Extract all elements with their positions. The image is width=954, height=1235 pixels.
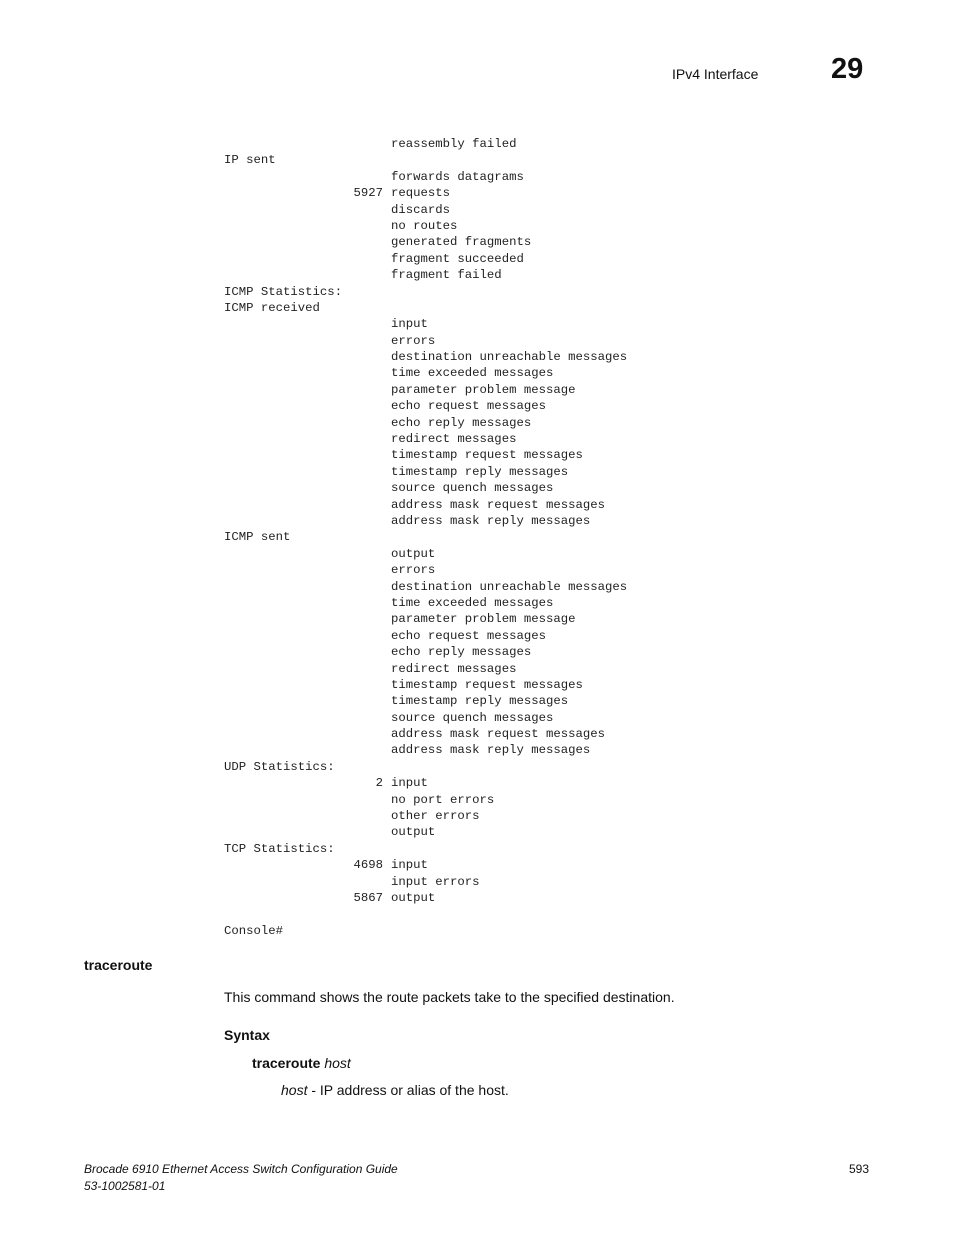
console-line xyxy=(224,579,627,595)
console-line-text: source quench messages xyxy=(391,481,554,496)
syntax-line xyxy=(252,1055,351,1071)
console-line xyxy=(224,251,627,267)
console-line xyxy=(224,890,627,906)
console-line xyxy=(224,874,627,890)
syntax-command: traceroute xyxy=(252,1055,321,1071)
console-line-text: no port errors xyxy=(391,792,495,807)
console-line xyxy=(224,726,627,742)
console-line-text: discards xyxy=(391,202,451,217)
console-line xyxy=(224,185,627,201)
console-line-label: Console# xyxy=(224,923,284,938)
console-line xyxy=(224,218,627,234)
console-line-text: destination unreachable messages xyxy=(391,350,628,365)
console-line xyxy=(224,267,627,283)
console-line xyxy=(224,677,627,693)
console-line xyxy=(224,136,627,152)
console-line xyxy=(224,284,627,300)
console-line xyxy=(224,562,627,578)
console-line-count: 5927 xyxy=(353,186,383,201)
console-line-text: requests xyxy=(391,186,451,201)
console-line-text: redirect messages xyxy=(391,432,517,447)
console-line xyxy=(224,710,627,726)
console-line-text: input xyxy=(391,776,428,791)
console-line-label: ICMP Statistics: xyxy=(224,284,343,299)
console-line xyxy=(224,841,627,857)
parameter-name: host xyxy=(281,1082,308,1098)
command-description: This command shows the route packets take to the specified destination. xyxy=(224,989,675,1005)
command-heading: traceroute xyxy=(84,957,153,973)
console-line xyxy=(224,349,627,365)
console-line-text: timestamp reply messages xyxy=(391,464,569,479)
console-line-text: generated fragments xyxy=(391,235,532,250)
console-line-text: output xyxy=(391,890,436,905)
console-line-text: input errors xyxy=(391,874,480,889)
console-line-text: echo reply messages xyxy=(391,645,532,660)
console-line xyxy=(224,415,627,431)
parameter-line xyxy=(281,1082,509,1098)
console-line xyxy=(224,398,627,414)
console-line xyxy=(224,169,627,185)
console-line xyxy=(224,661,627,677)
console-line xyxy=(224,923,627,939)
console-output-block xyxy=(224,136,627,939)
console-line xyxy=(224,152,627,168)
console-line-count: 2 xyxy=(375,776,383,791)
console-line-count: 4698 xyxy=(353,858,383,873)
console-line-text: forwards datagrams xyxy=(391,169,524,184)
parameter-description: - IP address or alias of the host. xyxy=(307,1082,509,1098)
console-line-label: IP sent xyxy=(224,153,276,168)
console-line-label: UDP Statistics: xyxy=(224,759,335,774)
console-line-text: time exceeded messages xyxy=(391,366,554,381)
console-line xyxy=(224,644,627,660)
console-line-text: timestamp request messages xyxy=(391,677,583,692)
header-section-title: IPv4 Interface xyxy=(672,66,759,82)
console-line-text: address mask reply messages xyxy=(391,513,591,528)
console-line-text: parameter problem message xyxy=(391,382,576,397)
console-line xyxy=(224,464,627,480)
console-line xyxy=(224,742,627,758)
console-line-text: output xyxy=(391,546,436,561)
syntax-argument: host xyxy=(324,1055,351,1071)
console-line-text: other errors xyxy=(391,809,480,824)
console-line-text: input xyxy=(391,317,428,332)
console-line-text: address mask request messages xyxy=(391,497,606,512)
console-line-text: source quench messages xyxy=(391,710,554,725)
console-line-text: timestamp reply messages xyxy=(391,694,569,709)
footer-document-id: 53-1002581-01 xyxy=(84,1179,166,1193)
console-line xyxy=(224,316,627,332)
console-line-label: ICMP sent xyxy=(224,530,291,545)
console-line-text: errors xyxy=(391,563,436,578)
console-line-text: no routes xyxy=(391,218,458,233)
console-line-text: errors xyxy=(391,333,436,348)
console-line xyxy=(224,595,627,611)
console-line-text: input xyxy=(391,858,428,873)
chapter-number: 29 xyxy=(831,53,864,85)
syntax-heading: Syntax xyxy=(224,1027,270,1043)
console-line-text: fragment succeeded xyxy=(391,251,524,266)
console-line-text: echo request messages xyxy=(391,628,546,643)
console-line xyxy=(224,431,627,447)
console-line-text: redirect messages xyxy=(391,661,517,676)
console-line-text: echo reply messages xyxy=(391,415,532,430)
console-line xyxy=(224,513,627,529)
console-line-text: address mask reply messages xyxy=(391,743,591,758)
console-line xyxy=(224,480,627,496)
console-line xyxy=(224,365,627,381)
footer-document-title: Brocade 6910 Ethernet Access Switch Configuration Guide xyxy=(84,1162,398,1176)
console-line-text: address mask request messages xyxy=(391,727,606,742)
console-line-label: TCP Statistics: xyxy=(224,841,335,856)
console-line xyxy=(224,447,627,463)
console-line-text: parameter problem message xyxy=(391,612,576,627)
console-line xyxy=(224,202,627,218)
console-line-text: output xyxy=(391,825,436,840)
console-line xyxy=(224,759,627,775)
console-line xyxy=(224,628,627,644)
console-line-text: timestamp request messages xyxy=(391,448,583,463)
console-line xyxy=(224,775,627,791)
console-line xyxy=(224,529,627,545)
console-line xyxy=(224,546,627,562)
console-line xyxy=(224,234,627,250)
console-line-count: 5867 xyxy=(353,890,383,905)
footer-page-number: 593 xyxy=(849,1162,870,1176)
console-line-label: ICMP received xyxy=(224,300,320,315)
console-line-text: reassembly failed xyxy=(391,137,517,151)
console-line-text: destination unreachable messages xyxy=(391,579,628,594)
console-line xyxy=(224,333,627,349)
console-line xyxy=(224,497,627,513)
console-line-text: fragment failed xyxy=(391,268,502,283)
console-line-text: time exceeded messages xyxy=(391,595,554,610)
console-line xyxy=(224,382,627,398)
console-line xyxy=(224,906,627,922)
console-line xyxy=(224,792,627,808)
console-line xyxy=(224,808,627,824)
console-line xyxy=(224,824,627,840)
console-line xyxy=(224,693,627,709)
console-line xyxy=(224,857,627,873)
console-line xyxy=(224,300,627,316)
console-line xyxy=(224,611,627,627)
console-line-text: echo request messages xyxy=(391,399,546,414)
